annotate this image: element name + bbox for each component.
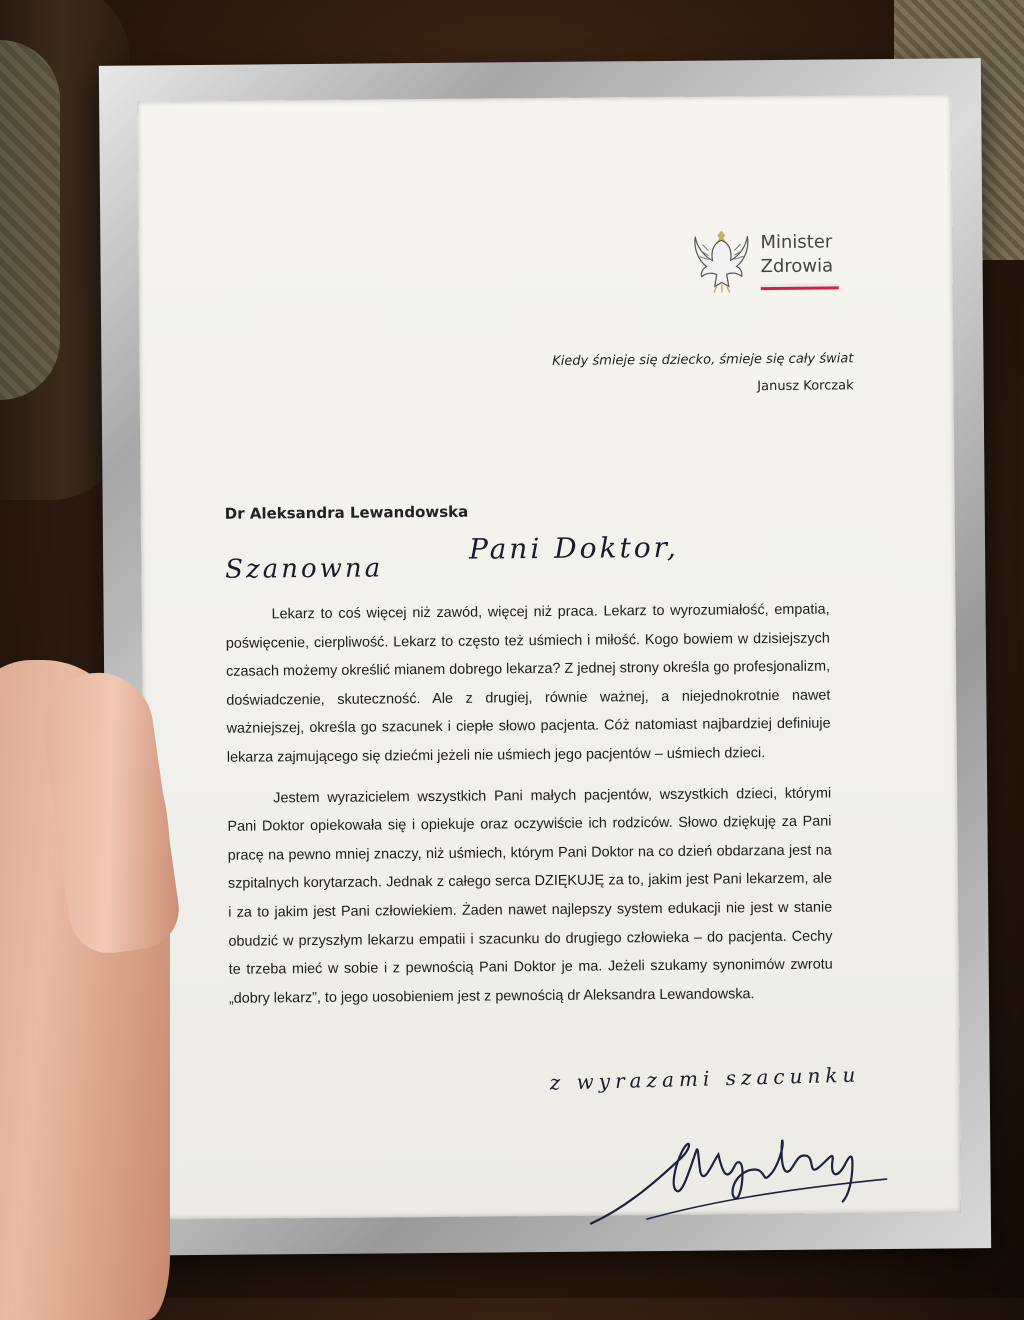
letter-body xyxy=(225,596,833,1026)
letter-paragraph-2: Jestem wyrazicielem wszystkich Pani małych pacjentów, wszystkich dzieci, którymi Pani Doktor opiekowała się i opiekuje oraz oczywiście ich rodziców. Słowo dziękuję za Pani pracę na pewno mniej znaczy, niż uśmiech, którym Pani Doktor na co dzień obdarzana jest na szpitalnych korytarzach. Jednak z całego serca DZIĘKUJĘ za to, jakim jest Pani lekarzem, ale i za to jakim jest Pani człowiekiem. Żaden nawet najlepszy system edukacji nie jest w stanie obudzić w przyszłym lekarzu empatii i szacunku do drugiego człowieka – do pacjenta. Cechy te trzeba mieć w sobie i z pewnością Pani Doktor je ma. Jeżeli szukamy synonimów zwrotu „dobry lekarz”, to jego uosobieniem jest z pewnością dr Aleksandra Lewandowska. xyxy=(227,785,833,1007)
handwritten-signature-icon xyxy=(586,1109,907,1232)
framed-letter xyxy=(137,94,961,1219)
handwritten-closing: z wyrazami szacunku xyxy=(549,1062,861,1095)
white-eagle-emblem-icon xyxy=(692,226,751,295)
letter-addressee: Dr Aleksandra Lewandowska xyxy=(224,502,469,523)
picture-frame xyxy=(99,58,991,1256)
ministry-logo xyxy=(692,225,853,298)
chair-upholstery xyxy=(0,40,60,400)
epigraph-quote: Kiedy śmieje się dziecko, śmieje się cały świat xyxy=(552,351,854,369)
ministry-logo-line2: Zdrowia xyxy=(760,255,834,278)
salutation-word-pani-doktor: Pani Doktor, xyxy=(468,530,679,566)
ministry-logo-line1: Minister xyxy=(760,231,833,254)
letter-paragraph-1: Lekarz to coś więcej niż zawód, więcej niż praca. Lekarz to wyrozumiałość, empatia, poświęcenie, cierpliwość. Lekarz to często też uśmiech i miłość. Kogo bowiem w dzisiejszych czasach możemy określić mianem dobrego lekarza? Z jednej strony określa go profesjonalizm, doświadczenie, skuteczność. Ale z drugiej, równie ważnej, a niejednokrotnie nawet ważniejszej, określa go szacunek i ciepłe słowo pacjenta. Cóż natomiast najbardziej definiuje lekarza zajmującego się dziećmi jeżeli nie uśmiech jego pacjentów – uśmiech dzieci. xyxy=(225,601,831,766)
epigraph-author: Janusz Korczak xyxy=(757,378,854,395)
polish-flag-stripe xyxy=(761,283,839,290)
salutation-word-szanowna: Szanowna xyxy=(225,553,384,585)
handwritten-salutation xyxy=(225,530,786,595)
